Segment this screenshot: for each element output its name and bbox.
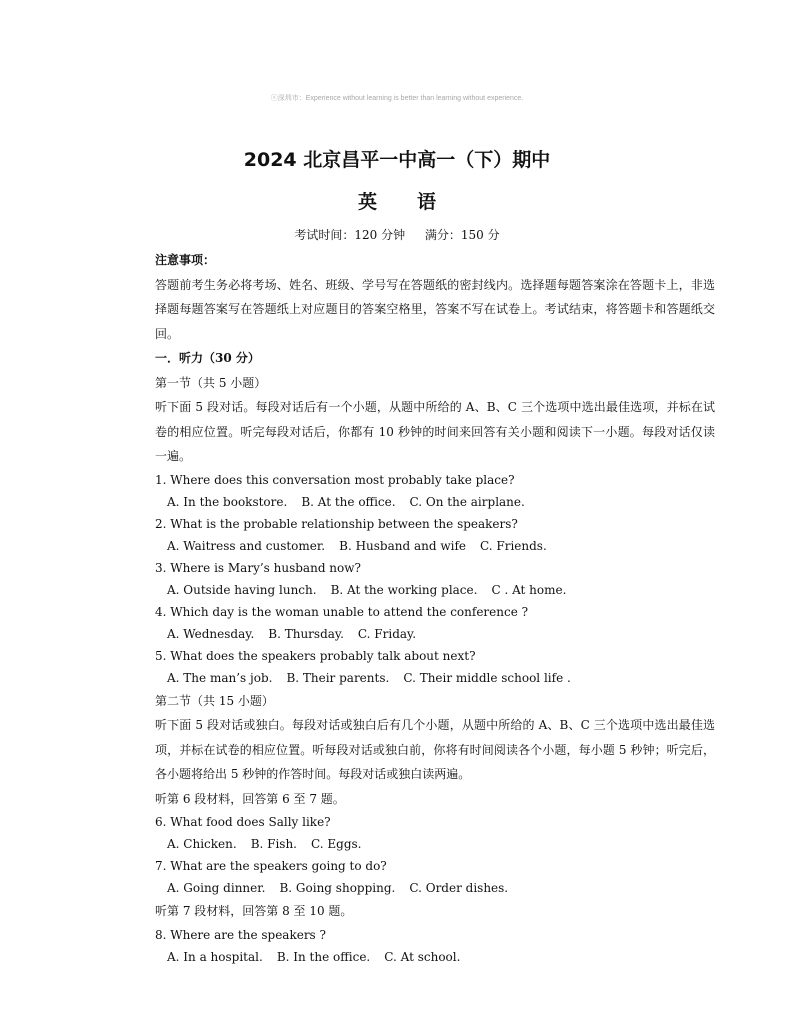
option-c: C. Friday. bbox=[357, 626, 417, 641]
watermark: ⓢ深圳市：Experience without learning is better than learning without experience. bbox=[270, 95, 524, 102]
option-c: C. At school. bbox=[384, 949, 461, 964]
question-8: 8. Where are the speakers ? bbox=[155, 927, 326, 942]
option-a: A. The man’s job. bbox=[167, 670, 273, 685]
notice-heading: 注意事项： bbox=[155, 253, 216, 267]
option-b: B. Going shopping. bbox=[279, 881, 396, 895]
question-3-options bbox=[155, 579, 715, 601]
option-a: A. Outside having lunch. bbox=[167, 582, 317, 597]
option-a: A. In the bookstore. bbox=[167, 494, 288, 509]
option-a: A. Waitress and customer. bbox=[167, 538, 326, 553]
option-c: C . At home. bbox=[491, 582, 567, 597]
question-1-options bbox=[155, 491, 715, 513]
option-c: C. Eggs. bbox=[311, 837, 362, 851]
option-c: C. On the airplane. bbox=[409, 494, 525, 509]
question-8-options bbox=[155, 946, 715, 968]
option-c: C. Friends. bbox=[480, 538, 547, 553]
question-3: 3. Where is Mary’s husband now? bbox=[155, 560, 361, 575]
option-a: A. Wednesday. bbox=[167, 626, 255, 641]
subject-title: 英语 bbox=[357, 191, 476, 213]
question-2-options bbox=[155, 535, 715, 557]
page-title: 2024 北京昌平一中高一（下）期中 bbox=[243, 149, 551, 171]
option-a: A. In a hospital. bbox=[167, 949, 263, 964]
option-b: B. Fish. bbox=[250, 837, 297, 851]
question-4: 4. Which day is the woman unable to attend the conference ? bbox=[155, 604, 529, 619]
question-5-options bbox=[155, 667, 715, 689]
section1-instructions: 听下面 5 段对话。每段对话后有一个小题，从题中所给的 A、B、C 三个选项中选出最佳选项，并标在试卷的相应位置。听完每段对话后，你都有 10 秒钟的时间来回答有关小题和阅读下一小题。每段对话仅读一遍。 bbox=[155, 400, 715, 463]
option-a: A. Chicken. bbox=[167, 837, 237, 851]
option-a: A. Going dinner. bbox=[167, 881, 266, 895]
material-6-note: 听第 6 段材料，回答第 6 至 7 题。 bbox=[155, 791, 345, 806]
option-b: B. In the office. bbox=[276, 949, 371, 964]
exam-time: 考试时间：120 分钟 bbox=[294, 228, 406, 242]
section1-heading: 第一节（共 5 小题） bbox=[155, 375, 267, 390]
section2-heading: 第二节（共 15 小题） bbox=[155, 693, 274, 708]
option-b: B. Husband and wife bbox=[339, 538, 467, 553]
option-c: C. Order dishes. bbox=[409, 881, 509, 895]
material-7-note: 听第 7 段材料，回答第 8 至 10 题。 bbox=[155, 904, 353, 918]
exam-meta bbox=[0, 226, 794, 243]
question-1: 1. Where does this conversation most probably take place? bbox=[155, 472, 515, 487]
question-6-options bbox=[155, 833, 715, 855]
question-7: 7. What are the speakers going to do? bbox=[155, 859, 387, 873]
part1-heading: 一．听力（30 分） bbox=[155, 351, 260, 365]
option-b: B. Thursday. bbox=[268, 626, 344, 641]
question-5: 5. What does the speakers probably talk about next? bbox=[155, 648, 476, 663]
option-b: B. At the office. bbox=[301, 494, 396, 509]
section2-instructions: 听下面 5 段对话或独白。每段对话或独白后有几个小题，从题中所给的 A、B、C 三个选项中选出最佳选项，并标在试卷的相应位置。听每段对话或独白前，你将有时间阅读各个小题，每小题 5 秒钟；听完后，各小题将给出 5 秒钟的作答时间。每段对话或独白读两遍。 bbox=[155, 718, 715, 781]
option-b: B. Their parents. bbox=[286, 670, 390, 685]
question-4-options bbox=[155, 623, 715, 645]
full-score: 满分：150 分 bbox=[424, 228, 500, 242]
question-2: 2. What is the probable relationship between the speakers? bbox=[155, 516, 518, 531]
option-c: C. Their middle school life . bbox=[403, 670, 571, 685]
option-b: B. At the working place. bbox=[330, 582, 478, 597]
question-7-options bbox=[155, 877, 715, 899]
exam-content bbox=[155, 248, 715, 968]
notice-text: 答题前考生务必将考场、姓名、班级、学号写在答题纸的密封线内。选择题每题答案涂在答题卡上，非选择题每题答案写在答题纸上对应题目的答案空格里，答案不写在试卷上。考试结束，将答题卡和答题纸交回。 bbox=[155, 277, 715, 341]
question-6: 6. What food does Sally like? bbox=[155, 815, 331, 829]
